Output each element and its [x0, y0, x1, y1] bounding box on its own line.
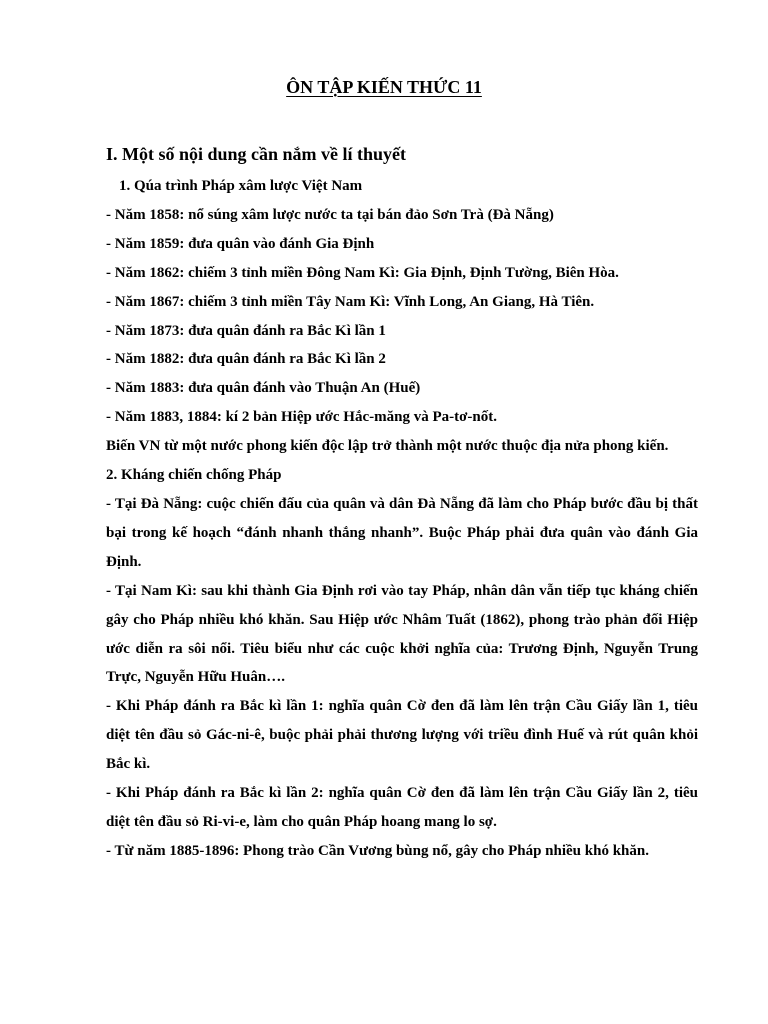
document-title-text: ÔN TẬP KIẾN THỨC 11: [286, 77, 482, 97]
resistance-paragraph: - Tại Đà Nẵng: cuộc chiến đấu của quân và dân Đà Nẵng đã làm cho Pháp bước đầu bị thất bại trong kế hoạch “đánh nhanh thắng nhanh”. Buộc Pháp phải đưa quân vào đánh Gia Định.: [106, 495, 698, 570]
event-item: - Năm 1882: đưa quân đánh ra Bắc Kì lần 2: [106, 351, 386, 368]
document-title: [0, 74, 768, 100]
resistance-paragraph: - Khi Pháp đánh ra Bắc kì lần 2: nghĩa quân Cờ đen đã làm lên trận Cầu Giấy lần 2, tiêu diệt tên đầu sỏ Ri-vi-e, làm cho quân Pháp hoang mang lo sợ.: [106, 785, 698, 830]
conclusion-paragraph: Biến VN từ một nước phong kiến độc lập trở thành một nước thuộc địa nửa phong kiến.: [106, 438, 669, 455]
event-item: - Năm 1862: chiếm 3 tỉnh miền Đông Nam Kì: Gia Định, Định Tường, Biên Hòa.: [106, 264, 619, 281]
subsection-heading-resistance: 2. Kháng chiến chống Pháp: [106, 467, 282, 484]
resistance-paragraph: - Tại Nam Kì: sau khi thành Gia Định rơi vào tay Pháp, nhân dân vẫn tiếp tục kháng chiến gây cho Pháp nhiều khó khăn. Sau Hiệp ước Nhâm Tuất (1862), phong trào phản đối Hiệp ước diễn ra sôi nổi. Tiêu biểu như các cuộc khởi nghĩa của: Trương Định, Nguyễn Trung Trực, Nguyễn Hữu Huân….: [106, 582, 698, 686]
event-item: - Năm 1867: chiếm 3 tỉnh miền Tây Nam Kì: Vĩnh Long, An Giang, Hà Tiên.: [106, 293, 595, 310]
resistance-paragraph: - Từ năm 1885-1896: Phong trào Cần Vương bùng nổ, gây cho Pháp nhiều khó khăn.: [106, 842, 649, 859]
resistance-paragraph: - Khi Pháp đánh ra Bắc kì lần 1: nghĩa quân Cờ đen đã làm lên trận Cầu Giấy lần 1, tiêu diệt tên đầu sỏ Gác-ni-ê, buộc phải phải thương lượng với triều đình Huế và rút quân khỏi Bắc kì.: [106, 698, 698, 773]
event-item: - Năm 1858: nổ súng xâm lược nước ta tại bán đảo Sơn Trà (Đà Nẵng): [106, 206, 554, 223]
event-item: - Năm 1883: đưa quân đánh vào Thuận An (Huế): [106, 380, 421, 397]
document-body: [106, 172, 698, 866]
event-item: - Năm 1873: đưa quân đánh ra Bắc Kì lần 1: [106, 322, 386, 339]
event-item: - Năm 1883, 1884: kí 2 bản Hiệp ước Hắc-măng và Pa-tơ-nốt.: [106, 409, 498, 426]
event-item: - Năm 1859: đưa quân vào đánh Gia Định: [106, 235, 375, 252]
section-heading: I. Một số nội dung cần nắm về lí thuyết: [106, 144, 407, 164]
subsection-heading-invasion: 1. Qúa trình Pháp xâm lược Việt Nam: [119, 178, 363, 194]
